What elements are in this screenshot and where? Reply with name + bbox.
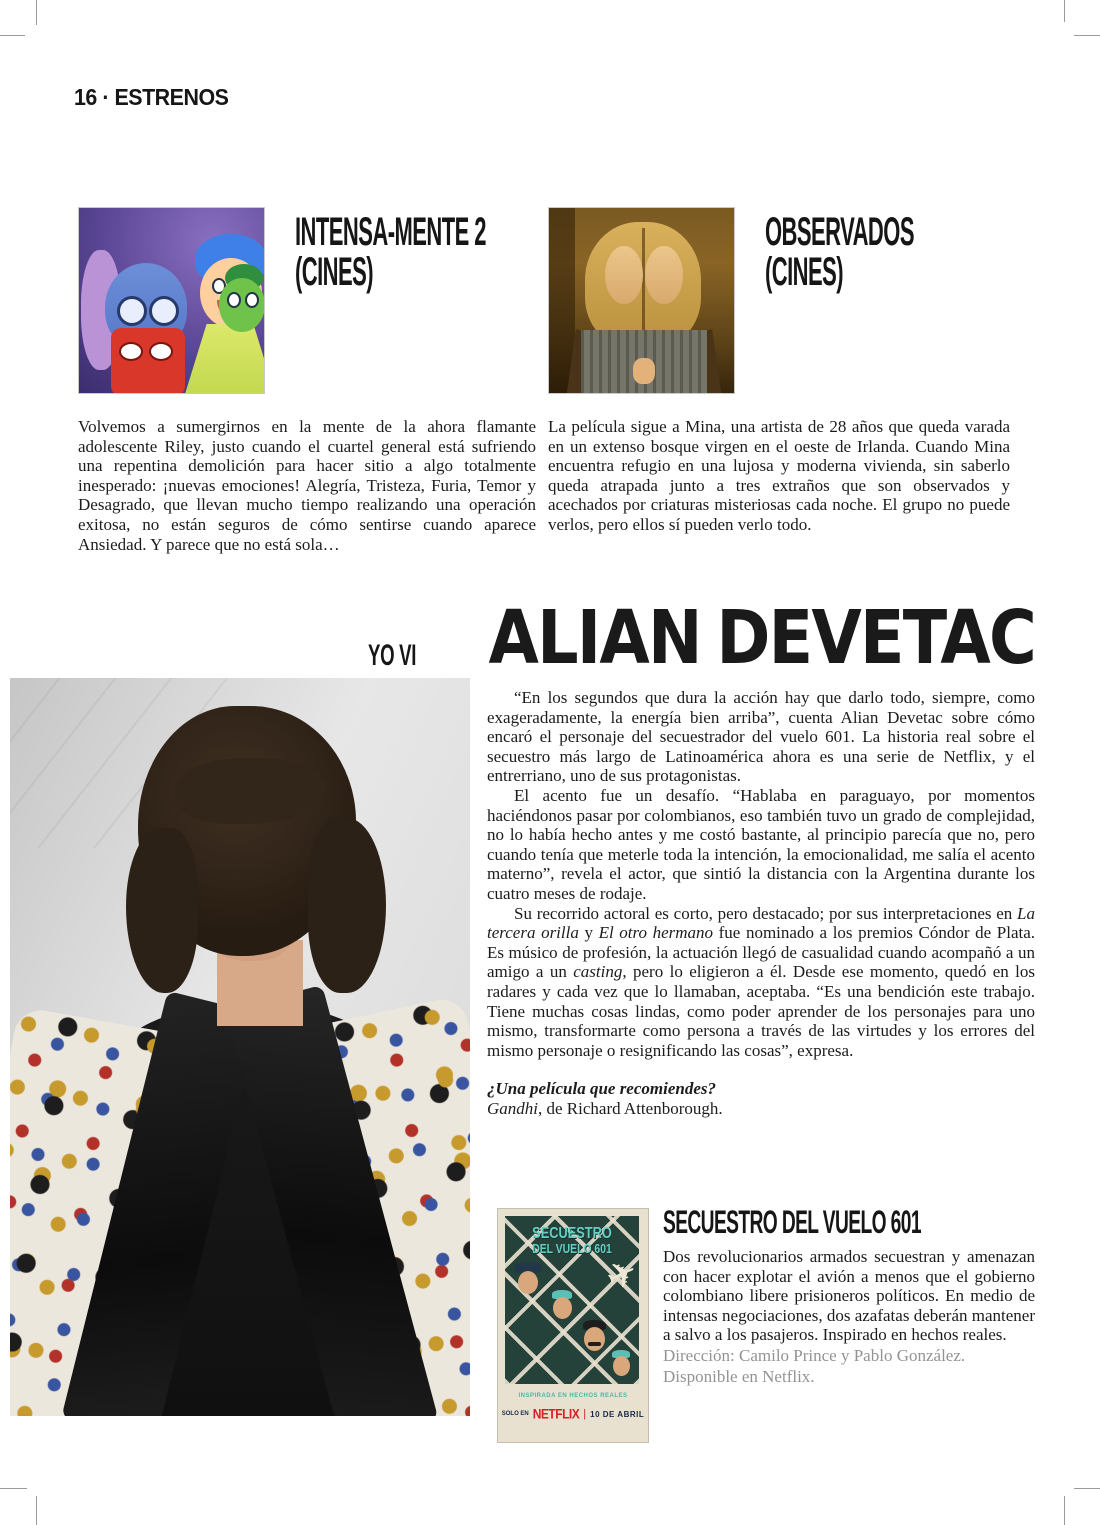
pilot-face — [518, 1271, 538, 1294]
poster-title-line2: DEL VUELO 601 — [532, 1241, 612, 1256]
disgust-eye-right — [245, 292, 259, 308]
article-paragraph-2: El acento fue un desafío. “Hablaba en paraguayo, por momentos haciéndonos pasar por colombianos, eso también tuvo un grado de complejidad, no lo había hecho antes y me costó bastante, al principio parecía que no, pero cuando tenía que meterle toda la intención, la emocionalidad, me salía el acento materno”, revela el actor, que sintió la distancia con la Argentina durante los cuatro meses de rodaje. — [487, 785, 1035, 903]
p3-text: fue nominado a los premios Cóndor de Plata. Es músico de profesión, la actuación llegó de casualidad cuando acompañó a un amigo a un — [487, 923, 1036, 982]
poster-tagline: INSPIRADA EN HECHOS REALES — [518, 1393, 628, 1399]
hair-side-right — [308, 818, 386, 993]
release-date: 10 DE ABRIL — [590, 1409, 645, 1419]
poster-release-row — [498, 1407, 648, 1421]
promo-title: SECUESTRO DEL VUELO 601 — [663, 1204, 921, 1240]
plane-icon: ✈ — [599, 1250, 644, 1300]
hair-side-left — [126, 828, 198, 993]
poster-green-panel — [505, 1216, 644, 1384]
crop-mark-top-right-v — [1064, 0, 1065, 22]
credit-platform: Disponible en Netflix. — [663, 1366, 815, 1386]
intensa-mente-2-thumbnail — [78, 207, 265, 394]
answer-rest: , de Richard Attenborough. — [538, 1098, 723, 1118]
sadness-glasses-right — [149, 296, 179, 326]
review-title-line2: (CINES) — [295, 250, 374, 294]
credit-direction: Dirección: Camilo Prince y Pablo González. — [663, 1345, 966, 1365]
anger-character — [111, 328, 185, 394]
separator: | — [583, 1408, 587, 1420]
p3-text: Su recorrido actoral es corto, pero destacado; por sus interpretaciones en — [514, 903, 1018, 923]
stewardess-face — [553, 1297, 572, 1319]
review-paragraph: La película sigue a Mina, una artista de 28 años que queda varada en un extenso bosque virgen en el oeste de Irlanda. Cuando Mina encuentra refugio en una lujosa y moderna vivienda, sin saberlo queda atrapada junto a tres extraños que son observados y acechados por criaturas misteriosas cada noche. El grupo no puede verlos, pero ellos sí pueden verlo todo. — [548, 417, 1010, 534]
secuestro-vuelo-601-poster — [497, 1208, 649, 1443]
joy-dress — [185, 324, 265, 394]
anger-eye-right — [149, 342, 173, 361]
disgust-face — [219, 278, 265, 332]
solo-en-label: SOLO EN — [501, 1411, 529, 1417]
p3-text: y — [578, 923, 599, 943]
page-header: 16 · ESTRENOS — [74, 84, 229, 110]
article-paragraph-1: “En los segundos que dura la acción hay que darlo todo, siempre, como exageradamente, la energía bien arriba”, cuenta Alian Devetac sobre cómo encaró el personaje del secuestrador del vuelo 601. La historia real sobre el secuestro más largo de Latinoamérica ahora es una serie de Netflix, y el entrerriano, uno de sus protagonistas. — [487, 688, 1035, 786]
p3-text: , pero lo eligieron a él. Desde ese momento, quedó en los radares y cada vez que lo llamaban, aceptaba. “Es una bendición este trabajo. Tiene muchas cosas lindas, como poder aprender de los personajes para uno mismo, transformarte como persona a través de las virtudes y los errores del mismo personaje o resignificando las cosas”, expresa. — [487, 962, 1036, 1060]
alian-devetac-portrait — [10, 678, 470, 1416]
question-answer-block — [487, 1079, 1035, 1118]
mustache — [588, 1342, 601, 1346]
netflix-logo: NETFLIX — [532, 1405, 580, 1423]
review-title-intensa-mente-2 — [295, 212, 486, 292]
promo-body — [663, 1247, 1035, 1345]
observados-thumbnail — [548, 207, 735, 394]
interview-question: ¿Una película que recomiendes? — [487, 1079, 717, 1099]
sadness-glasses-left — [117, 296, 147, 326]
promo-text-block — [663, 1206, 1035, 1387]
review-body-observados — [548, 417, 1010, 535]
article-paragraph-3 — [487, 904, 1035, 1061]
crop-mark-bottom-left-h — [0, 1488, 27, 1489]
review-title-line1: INTENSA-MENTE 2 — [295, 210, 486, 254]
interview-answer — [487, 1099, 1035, 1119]
feature-article — [487, 688, 1035, 1118]
crop-mark-bottom-right-h — [1074, 1488, 1100, 1489]
man-face — [584, 1327, 605, 1351]
stewardess-face — [613, 1356, 630, 1376]
poster-title-line1: SECUESTRO — [532, 1225, 612, 1242]
woman-hands — [633, 358, 655, 384]
woman-face-reflection — [645, 246, 683, 304]
review-body-intensa-mente-2 — [78, 417, 536, 554]
crop-mark-top-right-h — [1074, 35, 1100, 36]
review-title-line2: (CINES) — [765, 250, 844, 294]
feature-headline: ALIAN DEVETAC — [488, 595, 1035, 681]
p3-film-title-2: El otro hermano — [598, 923, 714, 943]
poster-title — [518, 1226, 625, 1256]
crop-mark-bottom-right-v — [1064, 1496, 1065, 1525]
review-title-observados — [765, 212, 914, 292]
feature-kicker: YO VI — [368, 639, 417, 672]
crop-mark-top-left-h — [0, 35, 25, 36]
p3-casting-word: casting — [573, 962, 623, 982]
p3-film-title-1: La tercera orilla — [487, 903, 1035, 943]
crop-mark-bottom-left-v — [36, 1496, 37, 1525]
promo-credits — [663, 1345, 1035, 1387]
answer-film-title: Gandhi — [487, 1098, 538, 1118]
review-paragraph: Volvemos a sumergirnos en la mente de la ahora flamante adolescente Riley, justo cuando el cuartel general está sufriendo una repentina demolición para hacer sitio a algo totalmente inesperado: ¡nuevas emociones! Alegría, Tristeza, Furia, Temor y Desagrado, que llevan mucho tiempo realizando una operación exitosa, no están seguros de cómo sentirse cuando aparece Ansiedad. Y parece que no está sola… — [78, 417, 536, 554]
crop-mark-top-left-v — [36, 0, 37, 25]
woman-face — [605, 246, 643, 304]
review-title-line1: OBSERVADOS — [765, 210, 914, 254]
disgust-eye-left — [227, 292, 241, 308]
anger-eye-left — [119, 342, 143, 361]
promo-paragraph: Dos revolucionarios armados secuestran y amenazan con hacer explotar el avión a menos que el gobierno colombiano libere prisioneros políticos. En medio de intensas negociaciones, dos azafatas deberán mantener a salvo a los pasajeros. Inspirado en hechos reales. — [663, 1247, 1035, 1345]
